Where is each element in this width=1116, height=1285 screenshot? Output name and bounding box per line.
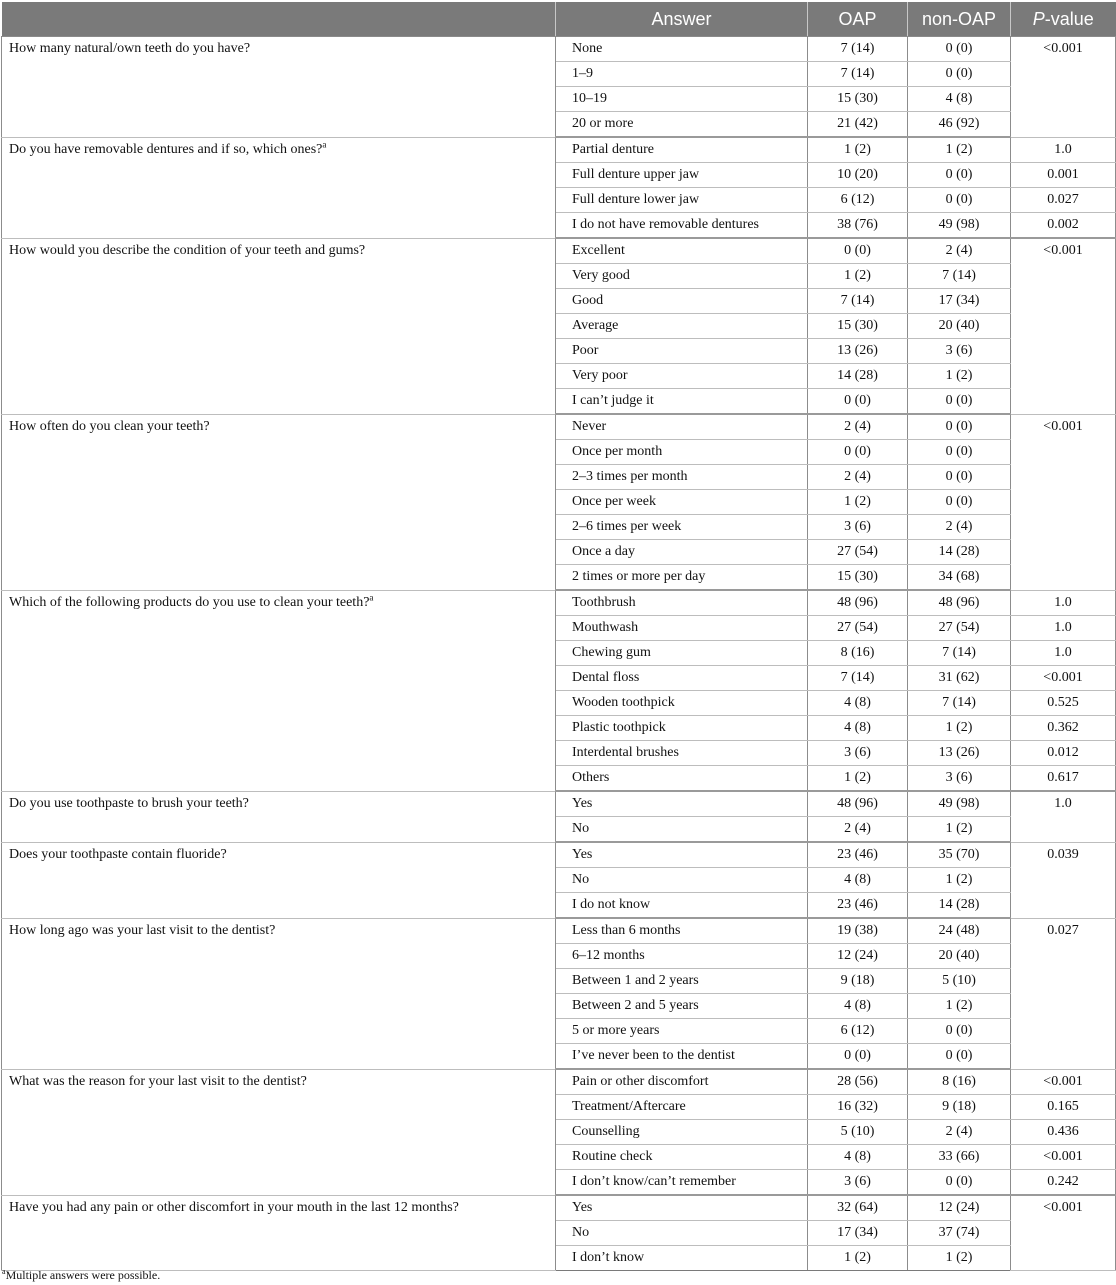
oap-cell: 6 (12) xyxy=(808,1019,908,1044)
p-value-cell: 0.027 xyxy=(1011,188,1116,213)
question-text: Does your toothpaste contain fluoride? xyxy=(9,846,227,862)
oap-cell: 15 (30) xyxy=(808,565,908,591)
header-oap: OAP xyxy=(808,2,908,37)
answer-cell: Yes xyxy=(556,842,808,868)
answer-cell: I can’t judge it xyxy=(556,389,808,415)
question-cell xyxy=(2,918,556,1069)
non-oap-cell: 12 (24) xyxy=(908,1195,1011,1221)
answer-cell: I don’t know xyxy=(556,1246,808,1271)
non-oap-cell: 46 (92) xyxy=(908,112,1011,138)
p-value-cell: <0.001 xyxy=(1011,238,1116,414)
table-row xyxy=(2,238,1116,264)
oap-cell: 3 (6) xyxy=(808,741,908,766)
table-row xyxy=(2,1069,1116,1095)
non-oap-cell: 2 (4) xyxy=(908,515,1011,540)
p-value-cell: 0.039 xyxy=(1011,842,1116,918)
table-footnote xyxy=(2,1268,160,1283)
answer-cell: Mouthwash xyxy=(556,616,808,641)
table-row xyxy=(2,37,1116,62)
oap-cell: 1 (2) xyxy=(808,137,908,163)
answer-cell: 20 or more xyxy=(556,112,808,138)
oap-cell: 3 (6) xyxy=(808,515,908,540)
oap-cell: 28 (56) xyxy=(808,1069,908,1095)
non-oap-cell: 0 (0) xyxy=(908,188,1011,213)
oap-cell: 21 (42) xyxy=(808,112,908,138)
p-value-cell: 0.012 xyxy=(1011,741,1116,766)
answer-cell: Once per week xyxy=(556,490,808,515)
question-text: Do you have removable dentures and if so, which ones? xyxy=(9,141,323,157)
p-value-cell: 1.0 xyxy=(1011,616,1116,641)
answer-cell: 2 times or more per day xyxy=(556,565,808,591)
answer-cell: Interdental brushes xyxy=(556,741,808,766)
non-oap-cell: 0 (0) xyxy=(908,414,1011,440)
question-cell xyxy=(2,414,556,590)
non-oap-cell: 13 (26) xyxy=(908,741,1011,766)
oap-cell: 1 (2) xyxy=(808,766,908,792)
footnote-mark: a xyxy=(2,1267,6,1276)
p-value-cell: 1.0 xyxy=(1011,137,1116,163)
oap-cell: 4 (8) xyxy=(808,691,908,716)
oap-cell: 14 (28) xyxy=(808,364,908,389)
footnote-text: Multiple answers were possible. xyxy=(5,1268,161,1282)
p-value-cell: <0.001 xyxy=(1011,1069,1116,1095)
oap-cell: 0 (0) xyxy=(808,1044,908,1070)
table-row xyxy=(2,791,1116,817)
answer-cell: Very poor xyxy=(556,364,808,389)
non-oap-cell: 1 (2) xyxy=(908,137,1011,163)
non-oap-cell: 0 (0) xyxy=(908,62,1011,87)
question-cell xyxy=(2,590,556,791)
p-value-cell: 0.436 xyxy=(1011,1120,1116,1145)
oap-cell: 7 (14) xyxy=(808,666,908,691)
header-non-oap: non-OAP xyxy=(908,2,1011,37)
non-oap-cell: 3 (6) xyxy=(908,766,1011,792)
oap-cell: 1 (2) xyxy=(808,490,908,515)
p-value-cell: 1.0 xyxy=(1011,791,1116,842)
non-oap-cell: 0 (0) xyxy=(908,163,1011,188)
oap-cell: 17 (34) xyxy=(808,1221,908,1246)
table-row xyxy=(2,1195,1116,1221)
p-value-cell: <0.001 xyxy=(1011,666,1116,691)
answer-cell: Dental floss xyxy=(556,666,808,691)
oap-cell: 23 (46) xyxy=(808,842,908,868)
oap-cell: 0 (0) xyxy=(808,238,908,264)
non-oap-cell: 31 (62) xyxy=(908,666,1011,691)
answer-cell: Between 1 and 2 years xyxy=(556,969,808,994)
answer-cell: 5 or more years xyxy=(556,1019,808,1044)
non-oap-cell: 7 (14) xyxy=(908,641,1011,666)
non-oap-cell: 5 (10) xyxy=(908,969,1011,994)
non-oap-cell: 1 (2) xyxy=(908,716,1011,741)
answer-cell: Plastic toothpick xyxy=(556,716,808,741)
non-oap-cell: 20 (40) xyxy=(908,944,1011,969)
p-value-cell: 0.362 xyxy=(1011,716,1116,741)
non-oap-cell: 49 (98) xyxy=(908,791,1011,817)
answer-cell: I do not know xyxy=(556,893,808,919)
non-oap-cell: 0 (0) xyxy=(908,440,1011,465)
header-answer: Answer xyxy=(556,2,808,37)
non-oap-cell: 2 (4) xyxy=(908,1120,1011,1145)
p-value-cell: <0.001 xyxy=(1011,414,1116,590)
non-oap-cell: 1 (2) xyxy=(908,364,1011,389)
question-text: How many natural/own teeth do you have? xyxy=(9,41,251,56)
answer-cell: Between 2 and 5 years xyxy=(556,994,808,1019)
answer-cell: Average xyxy=(556,314,808,339)
header-p-letter: P xyxy=(1032,8,1045,29)
oap-cell: 2 (4) xyxy=(808,817,908,843)
answer-cell: Toothbrush xyxy=(556,590,808,616)
oap-cell: 16 (32) xyxy=(808,1095,908,1120)
question-text: How would you describe the condition of your teeth and gums? xyxy=(9,242,366,258)
oap-cell: 32 (64) xyxy=(808,1195,908,1221)
answer-cell: Excellent xyxy=(556,238,808,264)
oap-cell: 10 (20) xyxy=(808,163,908,188)
non-oap-cell: 1 (2) xyxy=(908,868,1011,893)
non-oap-cell: 7 (14) xyxy=(908,691,1011,716)
non-oap-cell: 0 (0) xyxy=(908,389,1011,415)
header-p-value xyxy=(1011,2,1116,37)
question-footnote-mark: a xyxy=(322,138,327,149)
answer-cell: Others xyxy=(556,766,808,792)
p-value-cell: 0.525 xyxy=(1011,691,1116,716)
p-value-cell: 0.001 xyxy=(1011,163,1116,188)
non-oap-cell: 49 (98) xyxy=(908,213,1011,239)
answer-cell: 2–3 times per month xyxy=(556,465,808,490)
answer-cell: Less than 6 months xyxy=(556,918,808,944)
oap-cell: 19 (38) xyxy=(808,918,908,944)
question-text: Which of the following products do you use to clean your teeth? xyxy=(9,594,370,610)
oap-cell: 4 (8) xyxy=(808,716,908,741)
answer-cell: Counselling xyxy=(556,1120,808,1145)
answer-cell: Yes xyxy=(556,791,808,817)
non-oap-cell: 9 (18) xyxy=(908,1095,1011,1120)
p-value-cell: 0.242 xyxy=(1011,1170,1116,1196)
header-p-rest: -value xyxy=(1044,8,1094,29)
p-value-cell: <0.001 xyxy=(1011,1195,1116,1271)
oap-cell: 1 (2) xyxy=(808,264,908,289)
table-row xyxy=(2,137,1116,163)
non-oap-cell: 1 (2) xyxy=(908,817,1011,843)
non-oap-cell: 20 (40) xyxy=(908,314,1011,339)
answer-cell: No xyxy=(556,817,808,843)
non-oap-cell: 3 (6) xyxy=(908,339,1011,364)
answer-cell: I do not have removable dentures xyxy=(556,213,808,239)
oap-cell: 48 (96) xyxy=(808,590,908,616)
survey-results-table xyxy=(1,2,1116,1271)
answer-cell: I don’t know/can’t remember xyxy=(556,1170,808,1196)
answer-cell: Partial denture xyxy=(556,137,808,163)
non-oap-cell: 48 (96) xyxy=(908,590,1011,616)
table-row xyxy=(2,414,1116,440)
answer-cell: 10–19 xyxy=(556,87,808,112)
oap-cell: 4 (8) xyxy=(808,868,908,893)
answer-cell: No xyxy=(556,868,808,893)
p-value-cell: 1.0 xyxy=(1011,590,1116,616)
question-cell xyxy=(2,238,556,414)
question-text: What was the reason for your last visit to the dentist? xyxy=(9,1073,307,1089)
table-header xyxy=(2,2,1116,37)
question-cell xyxy=(2,37,556,138)
oap-cell: 8 (16) xyxy=(808,641,908,666)
non-oap-cell: 0 (0) xyxy=(908,1170,1011,1196)
oap-cell: 4 (8) xyxy=(808,994,908,1019)
question-cell xyxy=(2,137,556,238)
oap-cell: 7 (14) xyxy=(808,37,908,62)
p-value-cell: 1.0 xyxy=(1011,641,1116,666)
non-oap-cell: 17 (34) xyxy=(908,289,1011,314)
question-cell xyxy=(2,1069,556,1195)
question-text: Do you use toothpaste to brush your teeth? xyxy=(9,795,249,811)
question-text: Have you had any pain or other discomfort in your mouth in the last 12 months? xyxy=(9,1199,459,1215)
oap-cell: 0 (0) xyxy=(808,389,908,415)
table-row xyxy=(2,918,1116,944)
oap-cell: 15 (30) xyxy=(808,314,908,339)
oap-cell: 38 (76) xyxy=(808,213,908,239)
answer-cell: None xyxy=(556,37,808,62)
question-cell xyxy=(2,791,556,842)
oap-cell: 27 (54) xyxy=(808,616,908,641)
oap-cell: 48 (96) xyxy=(808,791,908,817)
oap-cell: 13 (26) xyxy=(808,339,908,364)
p-value-cell: 0.617 xyxy=(1011,766,1116,792)
p-value-cell: 0.002 xyxy=(1011,213,1116,239)
non-oap-cell: 0 (0) xyxy=(908,490,1011,515)
question-cell xyxy=(2,1195,556,1271)
oap-cell: 23 (46) xyxy=(808,893,908,919)
non-oap-cell: 33 (66) xyxy=(908,1145,1011,1170)
non-oap-cell: 37 (74) xyxy=(908,1221,1011,1246)
oap-cell: 2 (4) xyxy=(808,414,908,440)
answer-cell: Chewing gum xyxy=(556,641,808,666)
answer-cell: Pain or other discomfort xyxy=(556,1069,808,1095)
non-oap-cell: 1 (2) xyxy=(908,994,1011,1019)
answer-cell: Full denture lower jaw xyxy=(556,188,808,213)
answer-cell: No xyxy=(556,1221,808,1246)
answer-cell: Treatment/Aftercare xyxy=(556,1095,808,1120)
oap-cell: 5 (10) xyxy=(808,1120,908,1145)
question-cell xyxy=(2,842,556,918)
oap-cell: 3 (6) xyxy=(808,1170,908,1196)
p-value-cell: 0.027 xyxy=(1011,918,1116,1069)
oap-cell: 7 (14) xyxy=(808,62,908,87)
answer-cell: I’ve never been to the dentist xyxy=(556,1044,808,1070)
non-oap-cell: 34 (68) xyxy=(908,565,1011,591)
non-oap-cell: 27 (54) xyxy=(908,616,1011,641)
non-oap-cell: 14 (28) xyxy=(908,540,1011,565)
answer-cell: Once a day xyxy=(556,540,808,565)
answer-cell: Very good xyxy=(556,264,808,289)
non-oap-cell: 7 (14) xyxy=(908,264,1011,289)
oap-cell: 27 (54) xyxy=(808,540,908,565)
answer-cell: 6–12 months xyxy=(556,944,808,969)
oap-cell: 0 (0) xyxy=(808,440,908,465)
question-text: How often do you clean your teeth? xyxy=(9,418,210,434)
table-row xyxy=(2,842,1116,868)
non-oap-cell: 1 (2) xyxy=(908,1246,1011,1271)
table-body xyxy=(2,37,1116,1271)
oap-cell: 7 (14) xyxy=(808,289,908,314)
non-oap-cell: 24 (48) xyxy=(908,918,1011,944)
answer-cell: Full denture upper jaw xyxy=(556,163,808,188)
non-oap-cell: 14 (28) xyxy=(908,893,1011,919)
oap-cell: 1 (2) xyxy=(808,1246,908,1271)
answer-cell: Wooden toothpick xyxy=(556,691,808,716)
answer-cell: 2–6 times per week xyxy=(556,515,808,540)
table-row xyxy=(2,590,1116,616)
answer-cell: 1–9 xyxy=(556,62,808,87)
answer-cell: Good xyxy=(556,289,808,314)
oap-cell: 6 (12) xyxy=(808,188,908,213)
answer-cell: Poor xyxy=(556,339,808,364)
p-value-cell: <0.001 xyxy=(1011,37,1116,138)
non-oap-cell: 35 (70) xyxy=(908,842,1011,868)
non-oap-cell: 0 (0) xyxy=(908,1019,1011,1044)
non-oap-cell: 8 (16) xyxy=(908,1069,1011,1095)
p-value-cell: <0.001 xyxy=(1011,1145,1116,1170)
non-oap-cell: 4 (8) xyxy=(908,87,1011,112)
oap-cell: 12 (24) xyxy=(808,944,908,969)
non-oap-cell: 2 (4) xyxy=(908,238,1011,264)
answer-cell: Once per month xyxy=(556,440,808,465)
p-value-cell: 0.165 xyxy=(1011,1095,1116,1120)
question-text: How long ago was your last visit to the dentist? xyxy=(9,922,276,938)
oap-cell: 9 (18) xyxy=(808,969,908,994)
non-oap-cell: 0 (0) xyxy=(908,465,1011,490)
oap-cell: 2 (4) xyxy=(808,465,908,490)
answer-cell: Never xyxy=(556,414,808,440)
non-oap-cell: 0 (0) xyxy=(908,1044,1011,1070)
answer-cell: Routine check xyxy=(556,1145,808,1170)
header-question xyxy=(2,2,556,37)
oap-cell: 15 (30) xyxy=(808,87,908,112)
oap-cell: 4 (8) xyxy=(808,1145,908,1170)
non-oap-cell: 0 (0) xyxy=(908,37,1011,62)
question-footnote-mark: a xyxy=(369,591,374,602)
answer-cell: Yes xyxy=(556,1195,808,1221)
